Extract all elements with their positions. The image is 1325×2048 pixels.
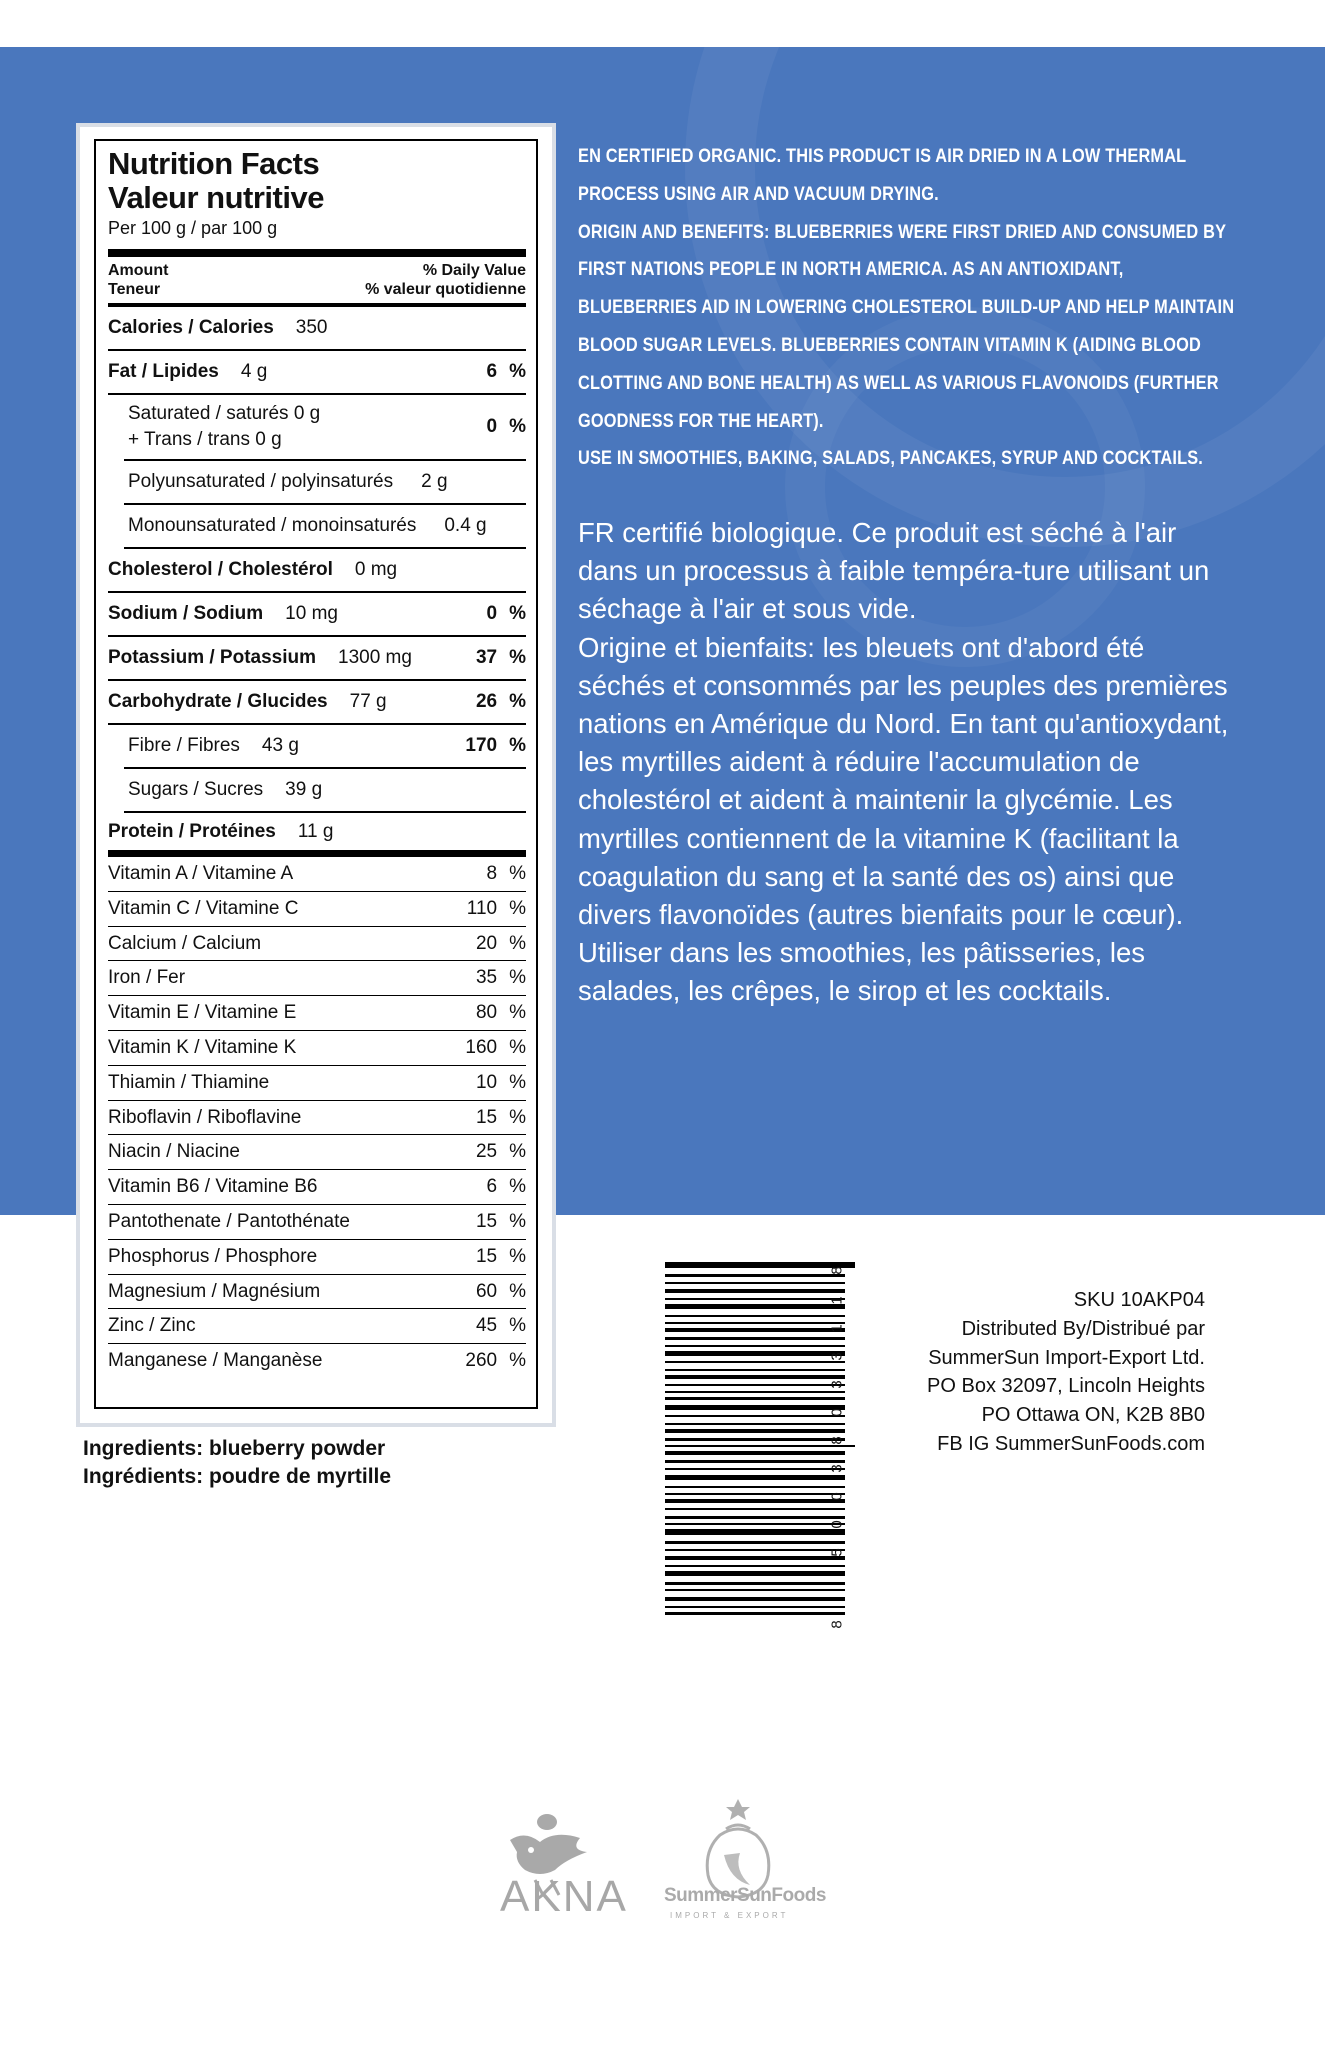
fat-pct: 6 (486, 361, 498, 382)
barcode-bar (665, 1384, 845, 1386)
vitamin-label: Thiamin / Thiamine (108, 1071, 270, 1093)
vitamin-row (108, 1275, 526, 1310)
vitamin-label: Pantothenate / Pantothénate (108, 1210, 350, 1232)
barcode-bar (665, 1612, 845, 1615)
percent-sign: % (509, 967, 526, 989)
saturated-pct: 0 (486, 416, 498, 437)
summersun-tagline: IMPORT & EXPORT (670, 1911, 789, 1920)
thick-divider (108, 249, 526, 257)
barcode-bar (665, 1468, 845, 1470)
vitamin-pct (466, 1170, 526, 1204)
cholesterol-value: 0 mg (354, 559, 398, 580)
percent-sign: % (509, 1106, 526, 1128)
vitamin-pct (465, 1344, 526, 1379)
percent-sign: % (509, 1315, 526, 1337)
summersun-wordmark: SummerSunFoods (664, 1885, 826, 1906)
vitamin-row (108, 961, 526, 996)
vitamin-label: Vitamin A / Vitamine A (108, 863, 294, 884)
fibre-pct: 170 (465, 735, 498, 756)
polyunsaturated-row (124, 461, 526, 505)
carbohydrate-value: 77 g (349, 691, 387, 712)
barcode-digit: 3 (828, 1380, 846, 1389)
amount-header (108, 261, 526, 299)
sugars-value: 39 g (285, 779, 323, 800)
barcode-bar (665, 1606, 845, 1608)
barcode-bar (665, 1423, 845, 1425)
percent-sign: % (509, 691, 526, 712)
percent-sign: % (509, 735, 526, 756)
vitamin-pct (466, 927, 526, 961)
percent-sign: % (509, 1036, 526, 1058)
barcode-bar (665, 1397, 845, 1400)
vitamin-pct (466, 892, 526, 926)
percent-sign: % (509, 361, 526, 382)
vitamin-pct (466, 1275, 526, 1309)
potassium-label: Potassium / Potassium (108, 647, 317, 668)
vitamin-row (108, 1309, 526, 1344)
daily-value-label-en: % Daily Value (422, 262, 526, 279)
vitamin-row (108, 1066, 526, 1101)
amount-label-fr: Teneur (108, 281, 161, 298)
vitamin-pct-value: 35 (475, 967, 498, 989)
cholesterol-label: Cholesterol / Cholestérol (108, 559, 333, 580)
barcode-bar (665, 1298, 845, 1300)
barcode-bar (665, 1282, 845, 1284)
sodium-value: 10 mg (285, 603, 338, 624)
vitamin-row (108, 1031, 526, 1066)
poly-label: Polyunsaturated / polyinsaturés (128, 471, 394, 492)
vitamin-pct-value: 8 (486, 863, 498, 884)
barcode-bar (665, 1493, 845, 1495)
description-en-paragraph: EN CERTIFIED ORGANIC. THIS PRODUCT IS AIR DRIED IN A LOW THERMAL PROCESS USING AIR AND VACUUM DRYING. (578, 146, 1187, 205)
barcode-bar (665, 1571, 845, 1576)
barcode-digit: 1 (828, 1296, 846, 1305)
description-en-paragraph: ORIGIN AND BENEFITS: BLUEBERRIES WERE FIRST DRIED AND CONSUMED BY FIRST NATIONS PEOPLE IN NORTH AMERICA. AS AN ANTIOXIDANT, BLUEBERRIES AID IN LOWERING CHOLESTEROL BUILD-UP AND HELP MAINTAIN BLOOD SUGAR LEVELS. BLUEBERRIES CONTAIN VITAMIN K (AIDING BLOOD CLOTTING AND BONE HEALTH) AS WELL AS VARIOUS FLAVONOIDS (FURTHER GOODNESS FOR THE HEART). (578, 221, 1235, 432)
barcode-bar (665, 1375, 845, 1379)
vitamin-pct (466, 1066, 526, 1100)
protein-value: 11 g (297, 820, 334, 842)
description-fr-paragraph: Origine et bienfaits: les bleuets ont d'abord été séchés et consommés par les peuples des premières nations en Amérique du Nord. En tant qu'antioxydant, les myrtilles aident à réduire l'accumulation de cholestérol et aident à maintenir la glycémie. Les myrtilles contiennent de la vitamine K (facilitant la coagulation du sang et la santé des os) ainsi que divers flavonoïdes (autres bienfaits pour le cœur). (578, 631, 1229, 931)
barcode-bar (665, 1289, 845, 1293)
vitamin-pct (466, 1135, 526, 1169)
vitamin-pct-value: 15 (475, 1210, 498, 1232)
barcode-bar (665, 1438, 845, 1441)
vitamin-row (108, 1205, 526, 1240)
barcode-bar (665, 1361, 845, 1363)
description-french (578, 514, 1238, 1011)
percent-sign: % (509, 1141, 526, 1163)
vitamin-pct-value: 6 (486, 1176, 498, 1198)
ingredients-en: Ingredients: blueberry powder (83, 1437, 386, 1460)
calories-row (108, 307, 526, 351)
calories-label: Calories / Calories (108, 317, 274, 338)
trans-label: + Trans / trans 0 g (128, 429, 282, 450)
barcode-digit: 3 (828, 1464, 846, 1473)
ingredients-fr: Ingrédients: poudre de myrtille (83, 1465, 392, 1488)
vitamin-pct-value: 15 (475, 1106, 498, 1128)
percent-sign: % (509, 863, 526, 884)
vitamin-label: Riboflavin / Riboflavine (108, 1106, 302, 1128)
vitamin-row (108, 892, 526, 927)
barcode-bar (665, 1460, 845, 1463)
sodium-row (108, 593, 526, 637)
vitamin-label: Calcium / Calcium (108, 932, 262, 954)
potassium-value: 1300 mg (338, 647, 412, 668)
carbohydrate-pct: 26 (475, 691, 498, 712)
percent-sign: % (509, 1350, 526, 1372)
description-fr-paragraph: Utiliser dans les smoothies, les pâtisseries, les salades, les crêpes, le sirop et les cocktails. (578, 937, 1146, 1007)
barcode-bar (665, 1549, 845, 1551)
vitamin-row (108, 1240, 526, 1275)
protein-row (108, 813, 526, 857)
amount-label-en: Amount (108, 262, 169, 279)
vitamin-pct (466, 857, 526, 891)
vitamin-row (108, 857, 526, 892)
vitamin-label: Vitamin B6 / Vitamine B6 (108, 1176, 318, 1198)
barcode-digit: 0 (828, 1520, 846, 1529)
barcode-bar (665, 1589, 845, 1591)
sodium-label: Sodium / Sodium (108, 603, 264, 624)
barcode-bar (665, 1582, 845, 1585)
fat-row (108, 351, 526, 395)
description-english (578, 138, 1238, 478)
barcode-bar (665, 1322, 845, 1324)
vitamin-row (108, 927, 526, 962)
percent-sign: % (509, 1176, 526, 1198)
saturated-trans-row (124, 395, 526, 461)
barcode-bar (665, 1499, 845, 1503)
distributor-line: PO Box 32097, Lincoln Heights (927, 1375, 1205, 1398)
vitamin-label: Vitamin E / Vitamine E (108, 1002, 297, 1024)
potassium-pct: 37 (475, 647, 498, 668)
sugars-row (124, 769, 526, 813)
barcode-digits (822, 1262, 852, 1632)
vitamin-pct-value: 15 (475, 1245, 498, 1267)
percent-sign: % (509, 1002, 526, 1024)
protein-label: Protein / Protéines (108, 820, 276, 842)
barcode-bar (665, 1369, 845, 1371)
barcode-bar (665, 1415, 845, 1417)
percent-sign: % (509, 932, 526, 954)
website-line: FB IG SummerSunFoods.com (937, 1432, 1205, 1455)
vitamin-pct-value: 80 (475, 1002, 498, 1024)
mono-label: Monounsaturated / monoinsaturés (128, 515, 417, 536)
daily-value-label-fr: % valeur quotidienne (365, 281, 526, 298)
percent-sign: % (509, 1245, 526, 1267)
sodium-pct: 0 (486, 603, 498, 624)
fibre-row (124, 725, 526, 769)
vitamin-label: Vitamin K / Vitamine K (108, 1036, 297, 1058)
mono-value: 0.4 g (444, 515, 487, 536)
barcode-digit: 0 (828, 1492, 846, 1501)
barcode-bar (665, 1556, 845, 1560)
vitamin-row (108, 1170, 526, 1205)
distributor-line: PO Ottawa ON, K2B 8B0 (981, 1404, 1205, 1427)
fibre-value: 43 g (261, 735, 299, 756)
percent-sign: % (509, 1280, 526, 1302)
vitamin-pct (466, 996, 526, 1030)
description-fr-paragraph: FR certifié biologique. Ce produit est séché à l'air dans un processus à faible tempéra-ture utilisant un séchage à l'air et sous vide. (578, 517, 1210, 625)
akna-wordmark: AKNA (500, 1872, 628, 1921)
barcode-bar (665, 1328, 845, 1332)
vitamin-pct-value: 10 (475, 1071, 498, 1093)
vitamin-label: Iron / Fer (108, 967, 186, 989)
barcode-bar (665, 1486, 845, 1488)
barcode-bar (665, 1451, 845, 1455)
barcode-bar (665, 1565, 845, 1567)
saturated-label: Saturated / saturés 0 g (128, 403, 321, 424)
distributor-line: SummerSun Import-Export Ltd. (928, 1346, 1205, 1369)
barcode-bar (665, 1391, 845, 1393)
percent-sign: % (509, 897, 526, 919)
vitamin-pct (466, 1309, 526, 1343)
vitamin-row (108, 1135, 526, 1170)
vitamin-pct (466, 961, 526, 995)
vitamin-label: Niacin / Niacine (108, 1141, 240, 1163)
barcode-bar (665, 1516, 845, 1519)
percent-sign: % (509, 647, 526, 668)
serving-size: Per 100 g / par 100 g (108, 218, 278, 238)
vitamin-row (108, 996, 526, 1031)
ingredients-block (83, 1435, 391, 1491)
barcode-digit: 8 (828, 1436, 846, 1445)
vitamin-pct-value: 25 (475, 1141, 498, 1163)
calories-value: 350 (295, 317, 328, 338)
vitamin-label: Manganese / Manganèse (108, 1350, 323, 1372)
vitamin-mineral-list (108, 857, 526, 1379)
percent-sign: % (509, 1071, 526, 1093)
monounsaturated-row (124, 505, 526, 549)
fibre-label: Fibre / Fibres (128, 735, 240, 756)
sku-label: SKU 10AKP04 (1073, 1289, 1205, 1311)
carbohydrate-row (108, 681, 526, 725)
vitamin-label: Vitamin C / Vitamine C (108, 897, 299, 919)
carbohydrate-label: Carbohydrate / Glucides (108, 691, 328, 712)
vitamin-row (108, 1101, 526, 1136)
vitamin-label: Magnesium / Magnésium (108, 1280, 321, 1302)
barcode-bar (665, 1304, 845, 1309)
barcode-bar (665, 1337, 845, 1340)
percent-sign: % (509, 1210, 526, 1232)
vitamin-label: Zinc / Zinc (108, 1315, 196, 1337)
barcode-bar (665, 1523, 845, 1525)
barcode-bar (665, 1597, 845, 1601)
vitamin-pct-value: 60 (475, 1280, 498, 1302)
barcode-bar (665, 1345, 845, 1347)
barcode-digit: 8 (828, 1266, 846, 1275)
fat-label: Fat / Lipides (108, 361, 219, 382)
barcode-bar (665, 1541, 845, 1544)
barcode-digit: 3 (828, 1352, 846, 1361)
distributor-info (927, 1286, 1205, 1459)
vitamin-row (108, 1344, 526, 1379)
nutrition-facts-table (94, 139, 538, 1409)
sugars-label: Sugars / Sucres (128, 779, 264, 800)
barcode-bar (665, 1274, 845, 1277)
barcode-digit: 5 (828, 1548, 846, 1557)
barcode-digit: 0 (828, 1408, 846, 1417)
description-en-paragraph: USE IN SMOOTHIES, BAKING, SALADS, PANCAKES, SYRUP AND COCKTAILS. (578, 448, 1204, 470)
distributor-line: Distributed By/Distribué par (961, 1317, 1205, 1340)
barcode-bar (665, 1315, 845, 1317)
vitamin-label: Phosphorus / Phosphore (108, 1245, 318, 1267)
barcode-bar (665, 1508, 845, 1510)
vitamin-pct (466, 1101, 526, 1135)
barcode-bar (665, 1405, 845, 1410)
vitamin-pct-value: 20 (475, 932, 498, 954)
percent-sign: % (509, 603, 526, 624)
barcode-bar (665, 1351, 845, 1356)
barcode-digit: 8 (828, 1620, 846, 1629)
vitamin-pct-value: 160 (465, 1036, 498, 1058)
vitamin-pct (465, 1031, 526, 1065)
barcode-digit: 1 (828, 1324, 846, 1333)
nutrition-facts-panel (80, 127, 552, 1423)
vitamin-pct (466, 1240, 526, 1274)
percent-sign: % (509, 416, 526, 437)
vitamin-pct-value: 110 (466, 897, 498, 919)
barcode-bar (665, 1475, 845, 1480)
cholesterol-row (108, 549, 526, 593)
vitamin-pct (466, 1205, 526, 1239)
vitamin-pct-value: 45 (475, 1315, 498, 1337)
potassium-row (108, 637, 526, 681)
barcode-bar (665, 1529, 845, 1535)
vitamin-pct-value: 260 (465, 1350, 498, 1372)
nutrition-title-fr: Valeur nutritive (108, 180, 324, 215)
poly-value: 2 g (421, 471, 448, 492)
nutrition-title-en: Nutrition Facts (108, 146, 320, 181)
fat-value: 4 g (240, 361, 268, 382)
barcode-bar (665, 1429, 845, 1433)
